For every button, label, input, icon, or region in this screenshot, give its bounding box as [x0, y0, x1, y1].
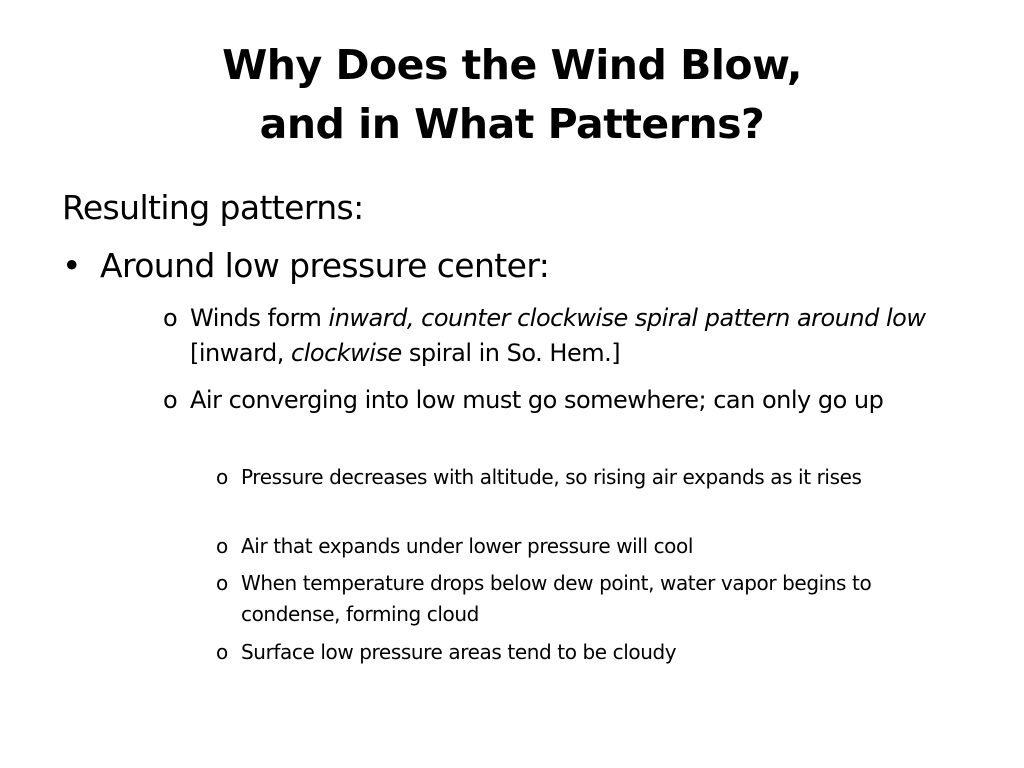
bullet-level2-text	[190, 301, 943, 371]
text-segment: spiral in So. Hem.]	[401, 339, 621, 367]
bullet-level3-text: When temperature drops below dew point, water vapor begins to condense, forming cloud	[241, 571, 872, 626]
bullet-level3-text: Air that expands under lower pressure will cool	[241, 534, 694, 558]
sub-sub-bullet-marker: o	[216, 640, 228, 664]
bullet-level3-item	[216, 568, 936, 630]
title-line-1: Why Does the Wind Blow,	[222, 41, 802, 89]
bullet-level3-text: Surface low pressure areas tend to be cloudy	[241, 640, 677, 664]
bullet-level3-item	[216, 637, 936, 668]
section-heading: Resulting patterns:	[62, 188, 364, 227]
slide-title	[60, 36, 964, 154]
text-segment: Winds form	[190, 304, 329, 332]
sub-sub-bullet-marker: o	[216, 534, 228, 558]
text-segment-italic: clockwise	[291, 339, 402, 367]
bullet-level2-item	[163, 383, 943, 418]
bullet-level3-text: Pressure decreases with altitude, so rising air expands as it rises	[241, 465, 862, 489]
bullet-dot: •	[62, 246, 81, 285]
sub-bullet-marker: o	[163, 304, 178, 332]
bullet-level2-item	[163, 301, 943, 371]
bullet-level3-item	[216, 462, 936, 493]
sub-sub-bullet-marker: o	[216, 465, 228, 489]
sub-sub-bullet-marker: o	[216, 571, 228, 595]
sub-bullet-marker: o	[163, 386, 178, 414]
bullet-level1-text: Around low pressure center:	[100, 246, 550, 285]
text-segment: [inward,	[190, 339, 292, 367]
text-segment-italic: inward, counter clockwise spiral pattern around low	[328, 304, 926, 332]
title-line-2: and in What Patterns?	[259, 100, 765, 148]
bullet-level3-item	[216, 531, 936, 562]
bullet-level2-text: Air converging into low must go somewhere; can only go up	[190, 386, 884, 414]
